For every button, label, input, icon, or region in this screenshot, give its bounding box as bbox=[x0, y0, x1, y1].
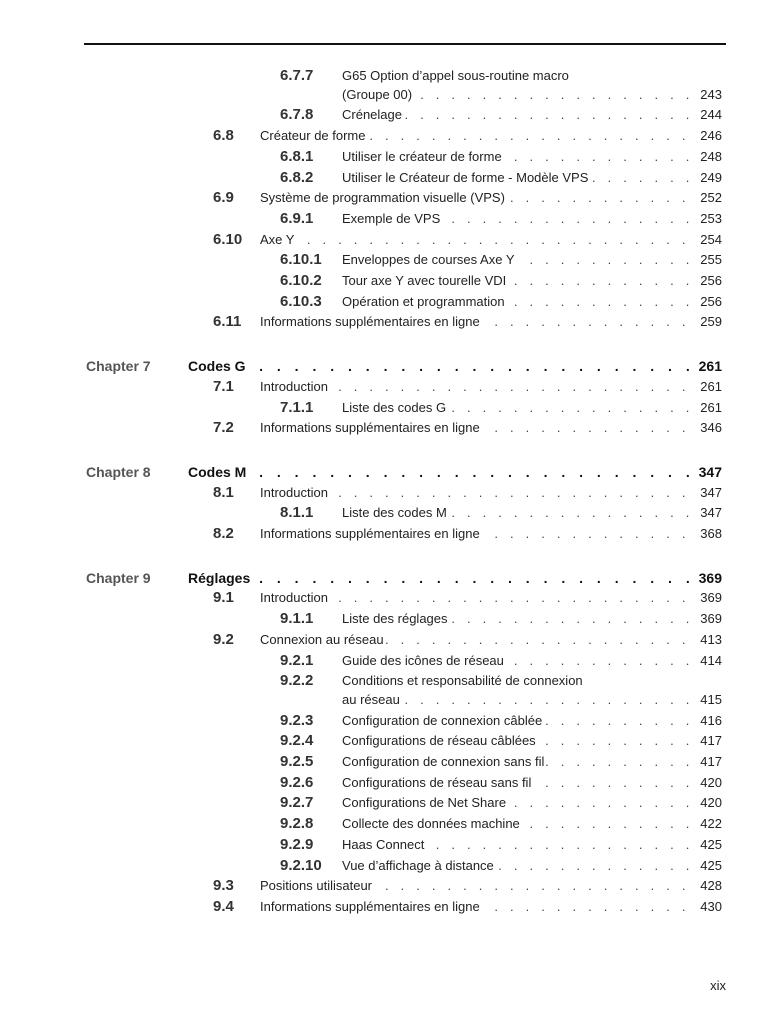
header-rule bbox=[84, 43, 726, 45]
page-ref: 256 bbox=[698, 271, 722, 291]
section-number: 9.4 bbox=[213, 897, 234, 915]
chapter-label: Chapter 7 bbox=[86, 358, 151, 375]
section-title: Informations supplémentaires en ligne bbox=[260, 524, 482, 544]
section-title-continued: au réseau bbox=[342, 690, 402, 710]
section-number: 6.10.2 bbox=[280, 272, 322, 289]
page-ref: 416 bbox=[698, 711, 722, 731]
section-title: Haas Connect bbox=[342, 835, 426, 855]
section-number: 9.2.4 bbox=[280, 732, 314, 750]
section-title: Opération et programmation bbox=[342, 292, 507, 312]
page-number: xix bbox=[710, 978, 726, 993]
page-ref: 252 bbox=[698, 188, 722, 208]
section-number: 9.2.1 bbox=[280, 651, 314, 669]
section-title: Collecte des données machine bbox=[342, 814, 522, 834]
dot-leader bbox=[188, 567, 720, 589]
section-title: Conditions et responsabilité de connexion bbox=[342, 671, 585, 691]
toc-entry bbox=[0, 835, 768, 855]
section-number: 9.2.10 bbox=[280, 856, 322, 874]
dot-leader bbox=[260, 230, 694, 250]
page-ref: 420 bbox=[698, 793, 722, 813]
toc-entry bbox=[0, 630, 768, 650]
section-number: 9.1 bbox=[213, 589, 234, 607]
chapter-page-ref: 369 bbox=[697, 567, 722, 589]
section-number: 9.2.3 bbox=[280, 711, 314, 729]
page-ref: 248 bbox=[698, 147, 722, 167]
chapter-label: Chapter 9 bbox=[86, 569, 151, 586]
toc-entry bbox=[0, 105, 768, 125]
section-title: Connexion au réseau bbox=[260, 630, 386, 650]
toc-entry bbox=[0, 271, 768, 291]
toc-entry bbox=[0, 483, 768, 503]
chapter-page-ref: 347 bbox=[697, 461, 722, 483]
section-title: Liste des codes M bbox=[342, 503, 449, 523]
page-ref: 246 bbox=[698, 126, 722, 146]
dot-leader bbox=[188, 355, 720, 377]
page-ref: 425 bbox=[698, 835, 722, 855]
toc-entry bbox=[0, 168, 768, 188]
section-number: 6.9 bbox=[213, 189, 234, 207]
section-title-continued: (Groupe 00) bbox=[342, 85, 414, 105]
toc-entry bbox=[0, 230, 768, 250]
section-title: Utiliser le Créateur de forme - Modèle VPS bbox=[342, 168, 590, 188]
section-title: Enveloppes de courses Axe Y bbox=[342, 250, 517, 270]
section-title: Configurations de Net Share bbox=[342, 793, 508, 813]
section-number: 9.2.6 bbox=[280, 773, 314, 791]
toc-entry bbox=[0, 793, 768, 813]
section-number: 6.8.2 bbox=[280, 168, 314, 186]
page-ref: 346 bbox=[698, 418, 722, 438]
section-number: 8.2 bbox=[213, 525, 234, 542]
section-title: Utiliser le créateur de forme bbox=[342, 147, 504, 167]
section-title: Crénelage bbox=[342, 105, 404, 125]
page-ref: 425 bbox=[698, 856, 722, 876]
section-number: 9.2.8 bbox=[280, 815, 314, 833]
page-ref: 256 bbox=[698, 292, 722, 312]
toc-entry bbox=[0, 609, 768, 629]
toc-entry bbox=[0, 377, 768, 397]
chapter-title: Codes M bbox=[188, 461, 248, 483]
section-number: 9.1.1 bbox=[280, 610, 314, 628]
page-ref: 261 bbox=[698, 377, 722, 397]
toc-entry bbox=[0, 147, 768, 167]
toc-entry-first-line bbox=[0, 671, 768, 691]
page-ref: 420 bbox=[698, 773, 722, 793]
section-title: Vue d’affichage à distance bbox=[342, 856, 496, 876]
page-ref: 368 bbox=[698, 524, 722, 544]
section-title: Informations supplémentaires en ligne bbox=[260, 418, 482, 438]
section-number: 6.10 bbox=[213, 230, 243, 248]
section-number: 7.2 bbox=[213, 419, 234, 437]
page-ref: 414 bbox=[698, 651, 722, 671]
section-number: 9.2.2 bbox=[280, 672, 314, 690]
section-title: Configuration de connexion sans fil bbox=[342, 752, 546, 772]
page-ref: 243 bbox=[698, 85, 722, 105]
toc-entry bbox=[0, 690, 768, 710]
page-ref: 417 bbox=[698, 731, 722, 751]
section-number: 6.11 bbox=[213, 313, 242, 331]
section-title: Informations supplémentaires en ligne bbox=[260, 312, 482, 332]
section-title: Informations supplémentaires en ligne bbox=[260, 897, 482, 917]
page-ref: 249 bbox=[698, 168, 722, 188]
toc-entry bbox=[0, 731, 768, 751]
page-ref: 417 bbox=[698, 752, 722, 772]
section-number: 6.8 bbox=[213, 127, 234, 145]
toc-entry bbox=[0, 711, 768, 731]
toc-entry bbox=[0, 312, 768, 332]
toc-entry bbox=[0, 897, 768, 917]
section-number: 9.2.5 bbox=[280, 753, 314, 770]
section-number: 6.8.1 bbox=[280, 147, 314, 165]
page-ref: 369 bbox=[698, 588, 722, 608]
toc-entry bbox=[0, 85, 768, 105]
toc-entry bbox=[0, 856, 768, 876]
toc-entry bbox=[0, 292, 768, 312]
toc-entry bbox=[0, 524, 768, 544]
toc-entry-first-line bbox=[0, 66, 768, 86]
section-number: 6.7.7 bbox=[280, 67, 314, 84]
section-title: Guide des icônes de réseau bbox=[342, 651, 506, 671]
page-ref: 244 bbox=[698, 105, 722, 125]
section-number: 9.3 bbox=[213, 877, 234, 895]
dot-leader bbox=[188, 461, 720, 483]
toc-entry bbox=[0, 418, 768, 438]
page-ref: 428 bbox=[698, 876, 722, 896]
toc-entry bbox=[0, 876, 768, 896]
section-title: Introduction bbox=[260, 588, 330, 608]
page-ref: 261 bbox=[698, 398, 722, 418]
page-ref: 259 bbox=[698, 312, 722, 332]
section-title: Introduction bbox=[260, 377, 330, 397]
toc-entry bbox=[0, 588, 768, 608]
toc-entry bbox=[0, 398, 768, 418]
page-ref: 413 bbox=[698, 630, 722, 650]
toc-entry bbox=[0, 250, 768, 270]
page-ref: 369 bbox=[698, 609, 722, 629]
toc-entry bbox=[0, 503, 768, 523]
section-number: 8.1 bbox=[213, 483, 234, 501]
toc-entry bbox=[0, 752, 768, 772]
section-title: Configurations de réseau sans fil bbox=[342, 773, 533, 793]
section-title: Exemple de VPS bbox=[342, 209, 442, 229]
chapter-heading bbox=[0, 461, 768, 483]
section-title: Introduction bbox=[260, 483, 330, 503]
section-number: 7.1.1 bbox=[280, 398, 314, 416]
page-ref: 253 bbox=[698, 209, 722, 229]
section-number: 6.7.8 bbox=[280, 106, 314, 124]
section-title: Configurations de réseau câblées bbox=[342, 731, 538, 751]
section-number: 8.1.1 bbox=[280, 504, 314, 522]
page-ref: 430 bbox=[698, 897, 722, 917]
chapter-label: Chapter 8 bbox=[86, 463, 151, 480]
section-title: Positions utilisateur bbox=[260, 876, 374, 896]
chapter-heading bbox=[0, 355, 768, 377]
section-number: 9.2.9 bbox=[280, 835, 314, 853]
section-number: 7.1 bbox=[213, 377, 234, 395]
section-number: 9.2.7 bbox=[280, 794, 314, 812]
toc-entry bbox=[0, 651, 768, 671]
page-ref: 422 bbox=[698, 814, 722, 834]
page-ref: 415 bbox=[698, 690, 722, 710]
section-number: 9.2 bbox=[213, 630, 234, 648]
toc-entry bbox=[0, 773, 768, 793]
page-ref: 254 bbox=[698, 230, 722, 250]
toc-entry bbox=[0, 126, 768, 146]
section-title: Système de programmation visuelle (VPS) bbox=[260, 188, 507, 208]
toc-entry bbox=[0, 814, 768, 834]
page-ref: 255 bbox=[698, 250, 722, 270]
section-title: Configuration de connexion câblée bbox=[342, 711, 544, 731]
section-title: Créateur de forme bbox=[260, 126, 368, 146]
page-ref: 347 bbox=[698, 503, 722, 523]
chapter-title: Codes G bbox=[188, 355, 248, 377]
section-title: Axe Y bbox=[260, 230, 296, 250]
chapter-title: Réglages bbox=[188, 567, 252, 589]
chapter-page-ref: 261 bbox=[697, 355, 722, 377]
section-number: 6.9.1 bbox=[280, 209, 314, 227]
page-ref: 347 bbox=[698, 483, 722, 503]
section-number: 6.10.1 bbox=[280, 251, 322, 269]
section-title: G65 Option d’appel sous-routine macro bbox=[342, 66, 571, 86]
chapter-heading bbox=[0, 567, 768, 589]
section-title: Tour axe Y avec tourelle VDI bbox=[342, 271, 508, 291]
section-title: Liste des codes G bbox=[342, 398, 448, 418]
section-number: 6.10.3 bbox=[280, 292, 322, 310]
toc-entry bbox=[0, 188, 768, 208]
toc-entry bbox=[0, 209, 768, 229]
section-title: Liste des réglages bbox=[342, 609, 450, 629]
